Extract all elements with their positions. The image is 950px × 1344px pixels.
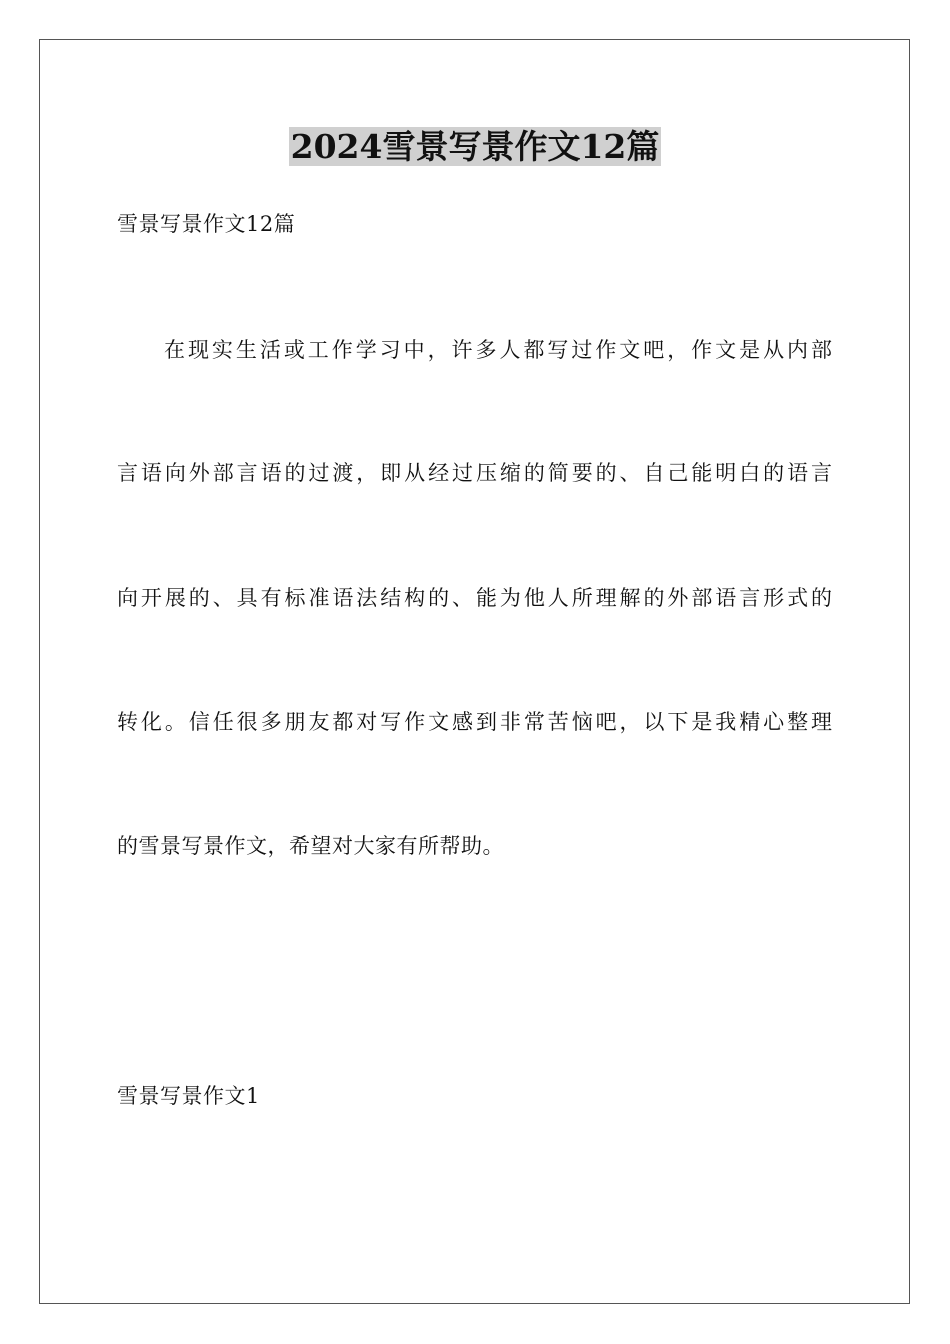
document-title-text: 2024雪景写景作文12篇 bbox=[290, 127, 660, 166]
intro-paragraph-line: 的雪景写景作文，希望对大家有所帮助。 bbox=[117, 834, 504, 858]
intro-paragraph-line: 言语向外部言语的过渡，即从经过压缩的简要的、自己能明白的语言 bbox=[117, 461, 832, 485]
document-title bbox=[0, 124, 950, 170]
intro-paragraph-line: 转化。信任很多朋友都对写作文感到非常苦恼吧，以下是我精心整理 bbox=[117, 710, 832, 734]
section-heading: 雪景写景作文1 bbox=[117, 1084, 260, 1108]
intro-paragraph-line: 在现实生活或工作学习中，许多人都写过作文吧，作文是从内部 bbox=[164, 338, 832, 362]
document-subtitle: 雪景写景作文12篇 bbox=[117, 212, 296, 236]
intro-paragraph-line: 向开展的、具有标准语法结构的、能为他人所理解的外部语言形式的 bbox=[117, 586, 832, 610]
